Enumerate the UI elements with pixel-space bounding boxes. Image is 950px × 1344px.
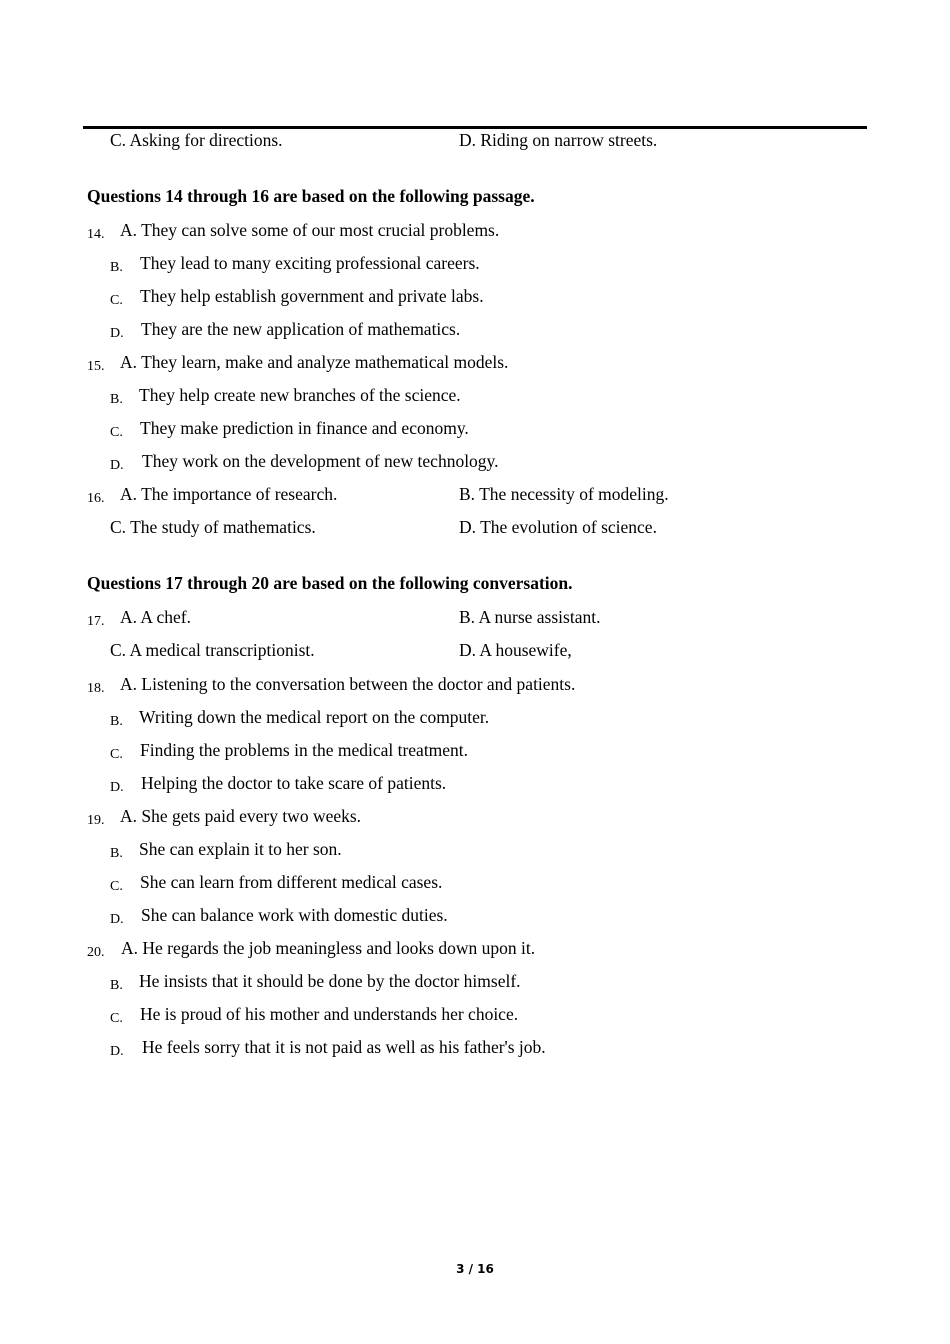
q15-option-b: They help create new branches of the science. [139,385,461,405]
q16-option-c: C. The study of mathematics. [110,517,316,537]
q18-option-c: Finding the problems in the medical treatment. [140,740,469,760]
page-number: 3 / 16 [456,1262,494,1276]
q18-letter-d: D. [110,780,124,795]
q17-option-c: C. A medical transcriptionist. [110,640,315,660]
q14-option-d: They are the new application of mathematics. [141,319,461,339]
question-number-18: 18. [87,681,105,696]
q14-letter-c: C. [110,293,123,308]
q14-option-c: They help establish government and private labs. [140,286,484,306]
q20-option-d: He feels sorry that it is not paid as well as his father's job. [142,1037,546,1057]
q14-letter-b: B. [110,260,123,275]
q16-option-a: A. The importance of research. [120,484,338,504]
q19-letter-c: C. [110,879,123,894]
question-number-20: 20. [87,945,105,960]
q15-letter-b: B. [110,392,123,407]
q18-letter-c: C. [110,747,123,762]
q15-option-a: A. They learn, make and analyze mathematical models. [120,352,509,372]
question-number-15: 15. [87,359,105,374]
q17-option-d: D. A housewife, [459,640,572,660]
q15-option-c: They make prediction in finance and economy. [140,418,469,438]
q20-option-c: He is proud of his mother and understands her choice. [140,1004,519,1024]
q15-letter-c: C. [110,425,123,440]
q18-option-d: Helping the doctor to take scare of patients. [141,773,447,793]
q14-option-b: They lead to many exciting professional careers. [140,253,480,273]
q13-option-c: C. Asking for directions. [110,130,283,150]
question-number-14: 14. [87,227,105,242]
q16-option-d: D. The evolution of science. [459,517,657,537]
question-number-19: 19. [87,813,105,828]
question-number-17: 17. [87,614,105,629]
q20-letter-b: B. [110,978,123,993]
question-number-16: 16. [87,491,105,506]
q17-option-a: A. A chef. [120,607,191,627]
q14-option-a: A. They can solve some of our most crucial problems. [120,220,500,240]
q20-letter-c: C. [110,1011,123,1026]
q15-option-d: They work on the development of new technology. [142,451,499,471]
q18-option-b: Writing down the medical report on the computer. [139,707,490,727]
q19-letter-d: D. [110,912,124,927]
q18-option-a: A. Listening to the conversation between the doctor and patients. [120,674,576,694]
q20-option-a: A. He regards the job meaningless and looks down upon it. [121,938,536,958]
q20-letter-d: D. [110,1044,124,1059]
q19-option-b: She can explain it to her son. [139,839,342,859]
section-header-conversation: Questions 17 through 20 are based on the following conversation. [87,573,573,593]
q13-option-d: D. Riding on narrow streets. [459,130,658,150]
q15-letter-d: D. [110,458,124,473]
q20-option-b: He insists that it should be done by the doctor himself. [139,971,521,991]
q19-letter-b: B. [110,846,123,861]
q17-option-b: B. A nurse assistant. [459,607,601,627]
q18-letter-b: B. [110,714,123,729]
q14-letter-d: D. [110,326,124,341]
q19-option-a: A. She gets paid every two weeks. [120,806,362,826]
q16-option-b: B. The necessity of modeling. [459,484,669,504]
section-header-passage: Questions 14 through 16 are based on the following passage. [87,186,535,206]
q19-option-c: She can learn from different medical cases. [140,872,443,892]
q19-option-d: She can balance work with domestic duties. [141,905,448,925]
